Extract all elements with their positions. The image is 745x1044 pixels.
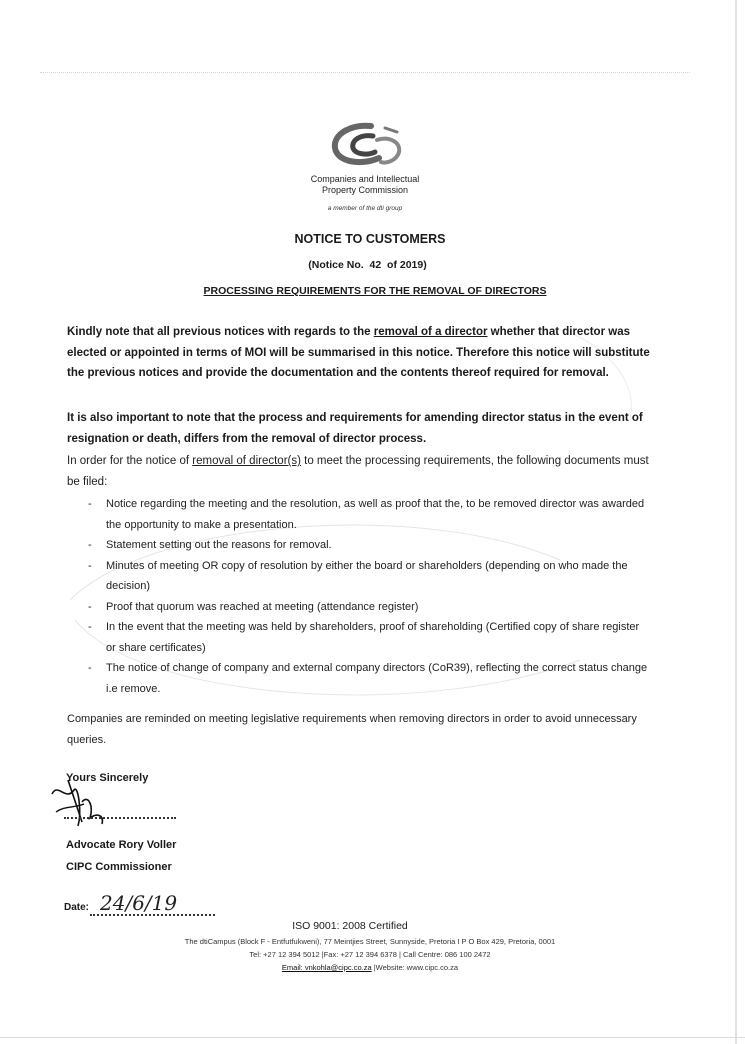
notice-number-suffix: of 2019) <box>387 259 427 271</box>
list-item-text: Proof that quorum was reached at meeting (attendance register) <box>106 600 419 613</box>
notice-number-prefix: (Notice No. <box>308 259 364 271</box>
notice-subject: PROCESSING REQUIREMENTS FOR THE REMOVAL OF DIRECTORS <box>203 285 547 297</box>
removal-term: removal of a director <box>373 326 488 338</box>
scan-artifact-line <box>40 72 690 73</box>
bullet-marker: - <box>88 539 92 551</box>
list-item-text: The notice of change of company and external company directors (CoR39), reflecting the correct status change i.e remove. <box>106 662 648 695</box>
list-item <box>88 597 648 618</box>
org-name <box>290 174 440 196</box>
paragraph-text: to meet the processing requirements, the following documents must be filed: <box>67 455 649 488</box>
bullet-marker: - <box>88 498 92 510</box>
list-item <box>88 658 648 699</box>
footer-web <box>110 963 630 972</box>
paragraph-requirements-intro <box>67 451 652 492</box>
footer-contact: Tel: +27 12 394 5012 |Fax: +27 12 394 6378 | Call Centre: 086 100 2472 <box>249 950 491 959</box>
notice-number <box>200 259 535 271</box>
list-item <box>88 535 648 556</box>
signature-line <box>64 817 176 819</box>
bullet-marker: - <box>88 662 92 674</box>
paragraph-removal-summary <box>67 322 652 384</box>
paragraph-text: In order for the notice of <box>67 455 193 467</box>
iso-certification: ISO 9001: 2008 Certified <box>292 920 408 932</box>
list-item-text: In the event that the meeting was held by shareholders, proof of shareholding (Certified copy of share register or share certificates) <box>106 621 640 654</box>
org-tagline: a member of the dti group <box>327 205 403 212</box>
footer-email: Email: vnkohla@cipc.co.za <box>281 963 372 972</box>
cipc-logo <box>327 122 407 168</box>
paragraph-text: Kindly note that all previous notices with regards to the <box>67 326 374 338</box>
requirements-list <box>88 494 648 699</box>
signer-title: CIPC Commissioner <box>66 861 172 873</box>
list-item-text: Notice regarding the meeting and the resolution, as well as proof that the, to be removed director was awarded the opportunity to make a presentation. <box>106 498 645 531</box>
bullet-marker: - <box>88 621 92 633</box>
bullet-marker: - <box>88 559 92 572</box>
page-edge <box>735 0 737 1044</box>
list-item-text: Statement setting out the reasons for removal. <box>106 539 332 551</box>
org-name-line1: Companies and Intellectual <box>310 174 420 184</box>
sign-off-greeting: Yours Sincerely <box>66 772 149 784</box>
list-item-text: Minutes of meeting OR copy of resolution by either the board or shareholders (depending on who made the decision) <box>106 559 628 592</box>
org-name-line2: Property Commission <box>321 185 409 195</box>
bullet-marker: - <box>88 600 92 613</box>
list-item <box>88 556 648 597</box>
handwritten-signature <box>48 772 128 834</box>
page-edge-bottom <box>0 1037 745 1038</box>
paragraph-text: whether that director was elected or appointed in terms of MOI will be summarised in this notice. Therefore this notice will substitute the previous notices and provide the documentation and the contents thereof required for removal. <box>67 326 650 379</box>
list-item <box>88 617 648 658</box>
list-item <box>88 494 648 535</box>
paragraph-resignation-note: It is also important to note that the process and requirements for amending director status in the event of resignation or death, differs from the removal of director process. <box>67 412 643 445</box>
closing-paragraph: Companies are reminded on meeting legislative requirements when removing directors in order to avoid unnecessary queries. <box>67 713 637 746</box>
footer-website: |Website: www.cipc.co.za <box>371 963 459 972</box>
handwritten-date <box>98 886 188 918</box>
date-label: Date: <box>64 902 90 913</box>
removal-term: removal of director(s) <box>192 455 301 467</box>
footer-address: The dtiCampus (Block F - Entfutfukweni), 77 Meintjies Street, Sunnyside, Pretoria I P O Box 429, Pretoria, 0001 <box>184 937 556 946</box>
notice-number-value: 42 <box>369 259 382 271</box>
notice-title: NOTICE TO CUSTOMERS <box>294 232 446 246</box>
signer-name: Advocate Rory Voller <box>66 839 177 851</box>
handwritten-date-text: 24/6/19 <box>100 891 178 915</box>
